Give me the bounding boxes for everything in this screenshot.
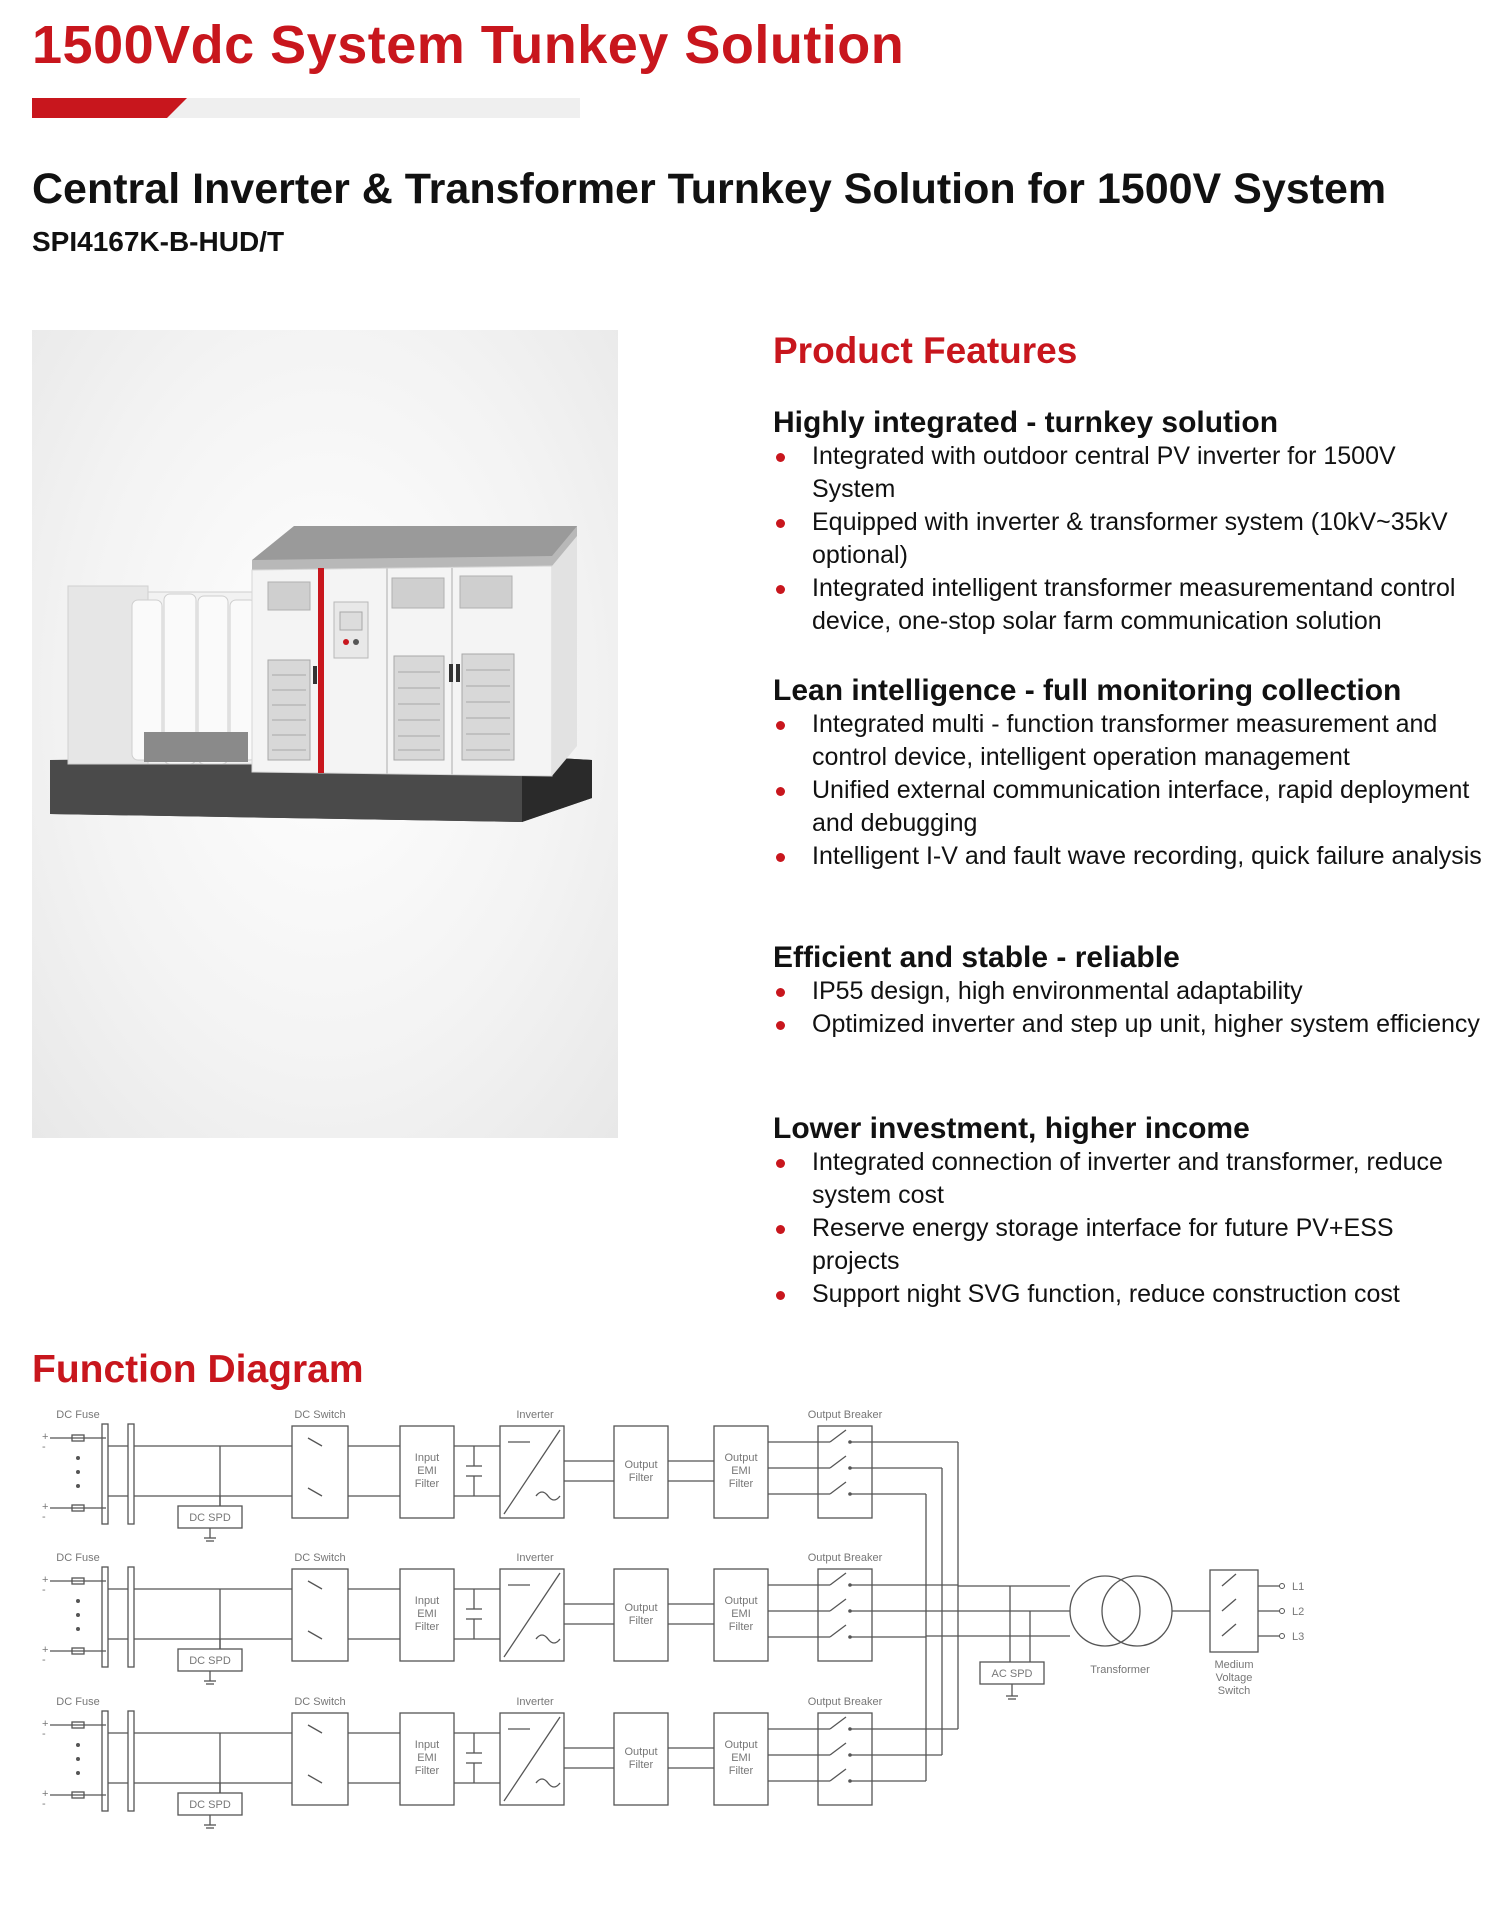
input-emi-filter-label: EMI <box>417 1608 437 1620</box>
feature-group <box>773 941 1483 1041</box>
minus-label: - <box>42 1654 46 1666</box>
dot <box>76 1743 80 1747</box>
mv-switch-label: Switch <box>1217 1685 1251 1697</box>
feature-item: Unified external communication interface, rapid deployment and debugging <box>773 774 1483 840</box>
dot <box>76 1613 80 1617</box>
input-emi-filter-label: EMI <box>417 1465 437 1477</box>
switch-icon <box>308 1631 322 1639</box>
terminal-icon <box>1280 1584 1285 1589</box>
busbar <box>102 1567 108 1667</box>
breaker-icon <box>830 1430 846 1442</box>
breaker-icon <box>830 1456 846 1468</box>
busbar <box>102 1424 108 1524</box>
input-emi-filter-label: Filter <box>414 1621 440 1633</box>
output-emi-filter-label: Output <box>724 1595 758 1607</box>
product-features-heading: Product Features <box>773 330 1078 371</box>
output-emi-filter-label: Filter <box>728 1765 754 1777</box>
dc-fuse-label: DC Fuse <box>56 1409 100 1421</box>
mv-switch-label: Voltage <box>1215 1672 1253 1684</box>
product-photo <box>32 330 618 1138</box>
dc-switch-label: DC Switch <box>294 1552 346 1564</box>
plus-label: + <box>42 1431 49 1443</box>
busbar <box>128 1567 134 1667</box>
title-underline <box>32 98 580 118</box>
feature-list <box>773 440 1483 638</box>
dot <box>76 1456 80 1460</box>
plus-label: + <box>42 1718 49 1730</box>
dc-switch-label: DC Switch <box>294 1696 346 1708</box>
output-breaker-box <box>818 1713 872 1805</box>
bullet-icon <box>776 787 785 796</box>
input-emi-filter-label: EMI <box>417 1752 437 1764</box>
plus-label: + <box>42 1644 49 1656</box>
output-emi-filter-label: EMI <box>731 1465 751 1477</box>
phase-label: L3 <box>1292 1631 1305 1643</box>
phase-label: L1 <box>1292 1581 1305 1593</box>
transformer-label: Transformer <box>1090 1664 1150 1676</box>
mv-switch-label: Medium <box>1214 1659 1254 1671</box>
dc-fuse-label: DC Fuse <box>56 1552 100 1564</box>
inverter-label: Inverter <box>516 1552 554 1564</box>
bullet-icon <box>776 453 785 462</box>
function-diagram-heading: Function Diagram <box>32 1348 364 1391</box>
terminal-icon <box>1280 1609 1285 1614</box>
feature-list <box>773 1146 1483 1311</box>
bullet-icon <box>776 721 785 730</box>
dc-switch-box <box>292 1569 348 1661</box>
plus-label: + <box>42 1501 49 1513</box>
feature-item: Integrated connection of inverter and transformer, reduce system cost <box>773 1146 1483 1212</box>
minus-label: - <box>42 1511 46 1523</box>
breaker-icon <box>830 1743 846 1755</box>
switch-icon <box>308 1581 322 1589</box>
output-breaker-label: Output Breaker <box>807 1696 883 1708</box>
output-filter-label: Filter <box>628 1472 654 1484</box>
output-breaker-label: Output Breaker <box>807 1409 883 1421</box>
terminal-icon <box>1280 1634 1285 1639</box>
dot <box>76 1470 80 1474</box>
bullet-icon <box>776 988 785 997</box>
bullet-icon <box>776 1021 785 1030</box>
plus-label: + <box>42 1574 49 1586</box>
feature-item: Integrated with outdoor central PV inverter for 1500V System <box>773 440 1483 506</box>
ac-symbol-icon <box>536 1779 560 1787</box>
output-emi-filter-label: Output <box>724 1452 758 1464</box>
ac-spd-label: AC SPD <box>991 1668 1033 1680</box>
feature-group <box>773 674 1483 873</box>
feature-group-title: Lower investment, higher income <box>773 1112 1250 1145</box>
ac-symbol-icon <box>536 1492 560 1500</box>
feature-group <box>773 1112 1483 1311</box>
page-subtitle: Central Inverter & Transformer Turnkey Solution for 1500V System <box>32 165 1387 213</box>
breaker-icon <box>830 1599 846 1611</box>
minus-label: - <box>42 1441 46 1453</box>
model-number: SPI4167K-B-HUD/T <box>32 226 285 257</box>
bullet-icon <box>776 585 785 594</box>
input-emi-filter-label: Input <box>414 1452 440 1464</box>
inverter-label: Inverter <box>516 1696 554 1708</box>
minus-label: - <box>42 1728 46 1740</box>
bullet-icon <box>776 853 785 862</box>
busbar <box>128 1711 134 1811</box>
dc-spd-label: DC SPD <box>189 1799 231 1811</box>
switch-icon <box>308 1775 322 1783</box>
dc-switch-label: DC Switch <box>294 1409 346 1421</box>
minus-label: - <box>42 1798 46 1810</box>
output-breaker-label: Output Breaker <box>807 1552 883 1564</box>
page-title: 1500Vdc System Tunkey Solution <box>32 15 905 75</box>
dot <box>76 1757 80 1761</box>
output-emi-filter-label: Filter <box>728 1621 754 1633</box>
busbar <box>102 1711 108 1811</box>
feature-group-title: Efficient and stable - reliable <box>773 941 1180 974</box>
input-emi-filter-label: Filter <box>414 1765 440 1777</box>
transformer-icon <box>1070 1576 1140 1646</box>
dc-spd-label: DC SPD <box>189 1512 231 1524</box>
bullet-icon <box>776 519 785 528</box>
dot <box>76 1771 80 1775</box>
dc-fuse-label: DC Fuse <box>56 1696 100 1708</box>
feature-item: Support night SVG function, reduce construction cost <box>773 1278 1483 1311</box>
output-emi-filter-label: EMI <box>731 1608 751 1620</box>
switch-icon <box>1222 1574 1236 1586</box>
output-emi-filter-label: Filter <box>728 1478 754 1490</box>
feature-item: Reserve energy storage interface for future PV+ESS projects <box>773 1212 1483 1278</box>
bullet-icon <box>776 1291 785 1300</box>
ac-symbol-icon <box>536 1635 560 1643</box>
switch-icon <box>308 1438 322 1446</box>
output-breaker-box <box>818 1426 872 1518</box>
feature-item: Optimized inverter and step up unit, higher system efficiency <box>773 1008 1483 1041</box>
breaker-icon <box>830 1573 846 1585</box>
input-emi-filter-label: Input <box>414 1739 440 1751</box>
busbar <box>128 1424 134 1524</box>
output-filter-label: Filter <box>628 1615 654 1627</box>
feature-list <box>773 975 1483 1041</box>
transformer-icon <box>1102 1576 1172 1646</box>
feature-group-title: Lean intelligence - full monitoring collection <box>773 674 1402 707</box>
input-emi-filter-label: Filter <box>414 1478 440 1490</box>
function-diagram <box>30 1406 1330 1866</box>
feature-item: Intelligent I-V and fault wave recording, quick failure analysis <box>773 840 1483 873</box>
feature-list <box>773 708 1483 873</box>
mv-switch-box <box>1210 1570 1258 1652</box>
plus-label: + <box>42 1788 49 1800</box>
feature-group <box>773 406 1483 638</box>
dot <box>76 1484 80 1488</box>
feature-item: Integrated multi - function transformer measurement and control device, intelligent operation management <box>773 708 1483 774</box>
bullet-icon <box>776 1225 785 1234</box>
dc-spd-label: DC SPD <box>189 1655 231 1667</box>
minus-label: - <box>42 1584 46 1596</box>
feature-item: Integrated intelligent transformer measurementand control device, one-stop solar farm communication solution <box>773 572 1483 638</box>
dc-switch-box <box>292 1426 348 1518</box>
feature-group-title: Highly integrated - turnkey solution <box>773 406 1279 439</box>
output-filter-label: Output <box>624 1602 658 1614</box>
switch-icon <box>308 1488 322 1496</box>
feature-item: IP55 design, high environmental adaptability <box>773 975 1483 1008</box>
dot <box>76 1599 80 1603</box>
phase-label: L2 <box>1292 1606 1305 1618</box>
dc-switch-box <box>292 1713 348 1805</box>
output-filter-label: Output <box>624 1459 658 1471</box>
output-breaker-box <box>818 1569 872 1661</box>
output-emi-filter-label: Output <box>724 1739 758 1751</box>
breaker-icon <box>830 1625 846 1637</box>
switch-icon <box>1222 1624 1236 1636</box>
breaker-icon <box>830 1482 846 1494</box>
output-filter-label: Output <box>624 1746 658 1758</box>
switch-icon <box>308 1725 322 1733</box>
feature-item: Equipped with inverter & transformer system (10kV~35kV optional) <box>773 506 1483 572</box>
output-filter-label: Filter <box>628 1759 654 1771</box>
bullet-icon <box>776 1159 785 1168</box>
inverter-transformer-illustration <box>32 330 618 1138</box>
input-emi-filter-label: Input <box>414 1595 440 1607</box>
dot <box>76 1627 80 1631</box>
switch-icon <box>1222 1599 1236 1611</box>
inverter-label: Inverter <box>516 1409 554 1421</box>
breaker-icon <box>830 1717 846 1729</box>
breaker-icon <box>830 1769 846 1781</box>
output-emi-filter-label: EMI <box>731 1752 751 1764</box>
